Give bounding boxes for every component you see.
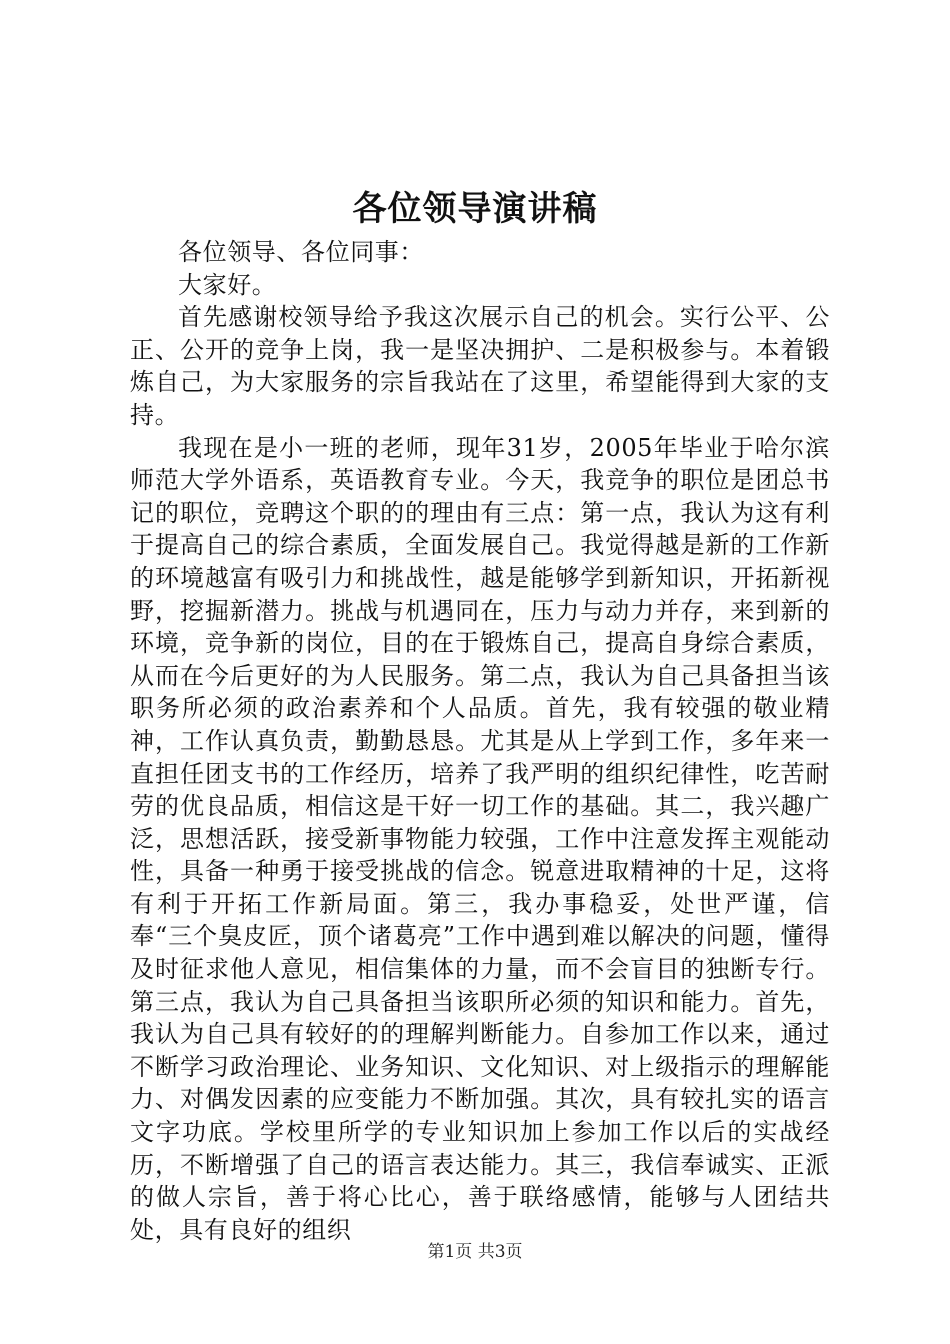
document-body [130, 236, 830, 1246]
salutation: 各位领导、各位同事： [178, 238, 424, 266]
greeting: 大家好。 [178, 270, 277, 299]
document-title: 各位领导演讲稿 [352, 189, 598, 229]
paragraph-main: 我现在是小一班的老师，现年31岁，2005年毕业于哈尔滨师范大学外语系，英语教育专业。今天，我竞争的职位是团总书记的职位，竞聘这个职的的理由有三点：第一点，我认为这有利于提高自己的综合素质，全面发展自己。我觉得越是新的工作新的环境越富有吸引力和挑战性，越是能够学到新知识，开拓新视野，挖掘新潜力。挑战与机遇同在，压力与动力并存，来到新的环境，竞争新的岗位，目的在于锻炼自己，提高自身综合素质，从而在今后更好的为人民服务。第二点，我认为自己具备担当该职务所必须的政治素养和个人品质。首先，我有较强的敬业精神，工作认真负责，勤勤恳恳。尤其是从上学到工作，多年来一直担任团支书的工作经历，培养了我严明的组织纪律性，吃苦耐劳的优良品质，相信这是干好一切工作的基础。其二，我兴趣广泛，思想活跃，接受新事物能力较强，工作中注意发挥主观能动性，具备一种勇于接受挑战的信念。锐意进取精神的十足，这将有利于开拓工作新局面。第三，我办事稳妥，处世严谨，信奉“三个臭皮匠，顶个诸葛亮”工作中遇到难以解决的问题，懂得及时征求他人意见，相信集体的力量，而不会盲目的独断专行。第三点，我认为自己具备担当该职所必须的知识和能力。首先，我认为自己具有较好的的理解判断能力。自参加工作以来，通过不断学习政治理论、业务知识、文化知识、对上级指示的理解能力、对偶发因素的应变能力不断加强。其次，具有较扎实的语言文字功底。学校里所学的专业知识加上参加工作以后的实战经历，不断增强了自己的语言表达能力。其三，我信奉诚实、正派的做人宗旨，善于将心比心，善于联络感情，能够与人团结共处，具有良好的组织 [130, 433, 830, 1244]
page-number-footer: 第1页 共3页 [427, 1242, 523, 1262]
paragraph-intro: 首先感谢校领导给予我这次展示自己的机会。实行公平、公正、公开的竞争上岗，我一是坚决拥护、二是积极参与。本着锻炼自己，为大家服务的宗旨我站在了这里，希望能得到大家的支持。 [130, 303, 830, 429]
